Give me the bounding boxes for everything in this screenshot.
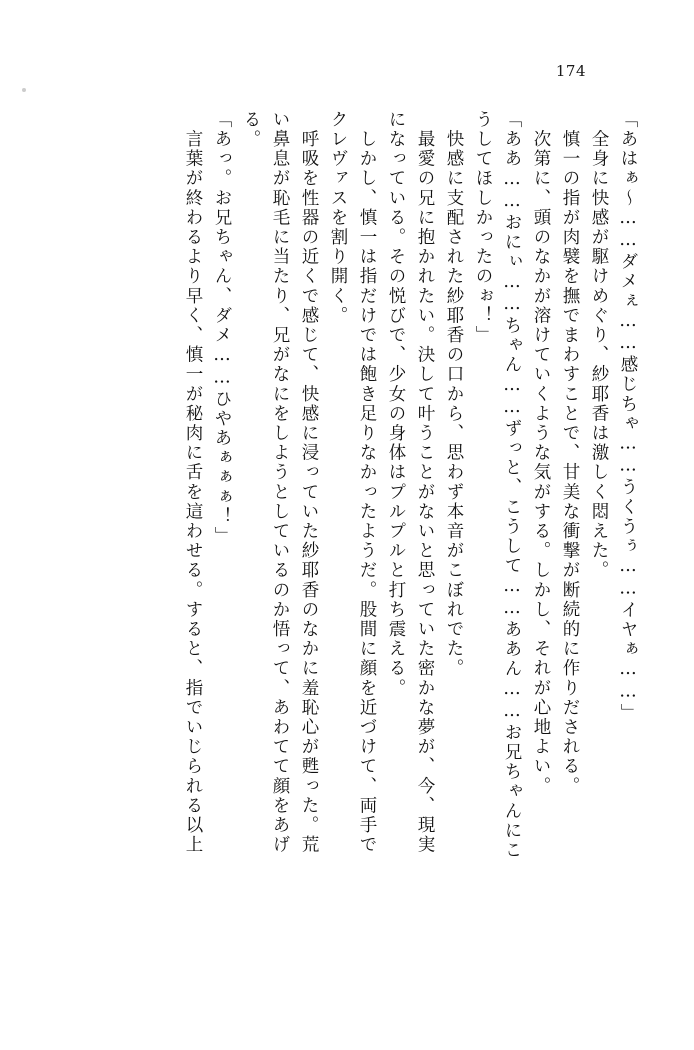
text-column: になっている。その悦びで、少女の身体はプルプルと打ち震える。 [386, 110, 406, 698]
text-column: 「あっ。お兄ちゃん、ダメ……ひやあぁぁぁ！」 [212, 110, 232, 547]
text-column: 「あはぁ～……ダメぇ……感じちゃ……うくうぅ……イヤぁ……」 [618, 110, 638, 723]
text-column: クレヴァスを割り開く。 [328, 110, 348, 326]
registration-dot [22, 88, 26, 92]
text-column: うしてほしかったのぉ！」 [473, 110, 493, 346]
text-column: 言葉が終わるより早く、慎一が秘肉に舌を這わせる。すると、指でいじられる以上 [183, 110, 203, 855]
text-column: 呼吸を性器の近くで感じて、快感に浸っていた紗耶香のなかに羞恥心が甦った。荒 [299, 110, 319, 855]
text-column: 「ああ……おにぃ……ちゃん……ずっと、こうして……ああん……お兄ちゃんにこ [502, 110, 522, 861]
page-number: 174 [555, 62, 586, 80]
text-column: る。 [241, 110, 261, 150]
text-column: 最愛の兄に抱かれたい。決して叶うことがないと思っていた密かな夢が、今、現実 [415, 110, 435, 855]
text-column: しかし、慎一は指だけでは飽き足りなかったようだ。股間に顔を近づけて、両手で [357, 110, 377, 855]
text-column: 次第に、頭のなかが溶けていくような気がする。しかし、それが心地よい。 [531, 110, 551, 796]
text-column: 全身に快感が駆けめぐり、紗耶香は激しく悶えた。 [589, 110, 609, 581]
vertical-text-body [76, 110, 636, 940]
text-column: い鼻息が恥毛に当たり、兄がなにをしようとしているのか悟って、あわてて顔をあげ [270, 110, 290, 855]
text-column: 快感に支配された紗耶香の口から、思わず本音がこぼれでた。 [444, 110, 464, 679]
text-column: 慎一の指が肉襞を撫でまわすことで、甘美な衝撃が断続的に作りだされる。 [560, 110, 580, 796]
